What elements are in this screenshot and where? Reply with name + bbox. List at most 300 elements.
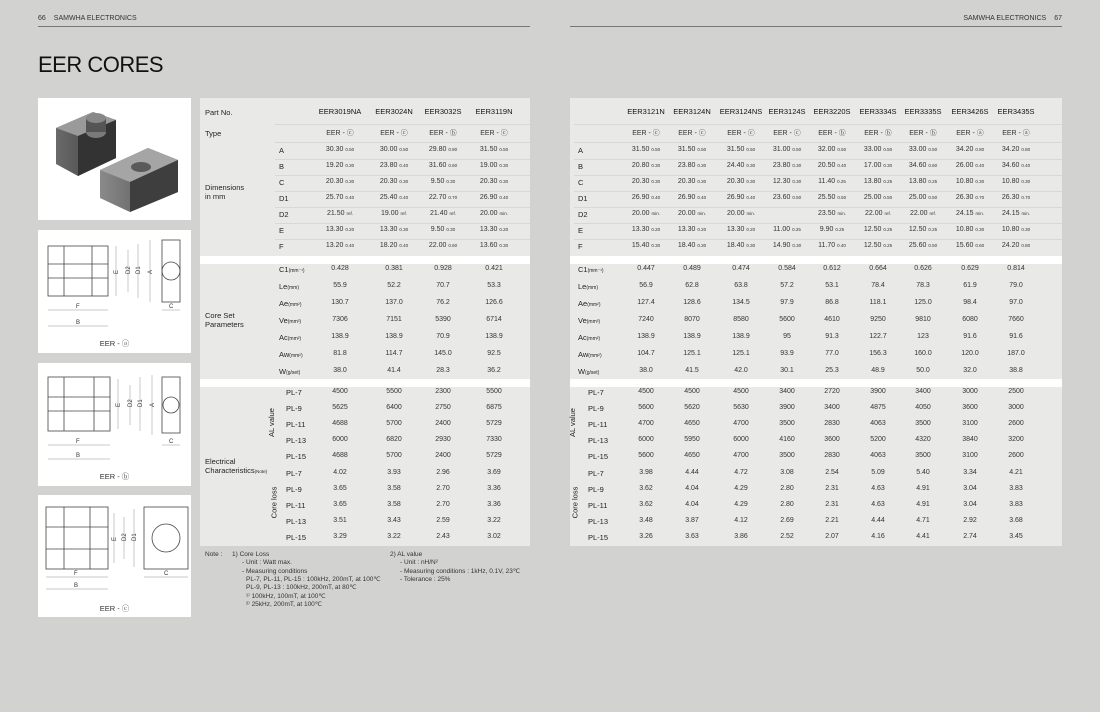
- dim-nominal: 34.60: [908, 162, 927, 169]
- loss-value: 3.62: [639, 501, 653, 508]
- param-value: 7306: [332, 316, 348, 323]
- part-number: EER3335S: [904, 107, 942, 116]
- dim-nominal: 31.00: [772, 146, 791, 153]
- dim-nominal: 20.30: [479, 178, 498, 185]
- param-value: 0.489: [683, 265, 701, 272]
- param-value: 56.9: [639, 282, 653, 289]
- dimension-value: [326, 162, 354, 169]
- al-value: 3500: [779, 452, 795, 459]
- param-value: 126.6: [485, 299, 503, 306]
- dim-tolerance: 0.50: [651, 147, 661, 152]
- dimension-value: [1002, 162, 1030, 169]
- dim-tolerance: 0.20: [499, 227, 509, 232]
- dim-nominal: 31.50: [726, 146, 745, 153]
- dimension-value: [326, 146, 354, 153]
- dim-tolerance: 0.50: [399, 147, 409, 152]
- param-value: 0.428: [331, 265, 349, 272]
- param-value: 138.9: [637, 333, 655, 340]
- note-line: ¹⁾ 100kHz, 100mT, at 100℃: [246, 592, 326, 600]
- param-unit: (mm²): [588, 353, 602, 359]
- note-line: PL-7, PL-11, PL-15 : 100kHz, 200mT, at 100℃: [246, 575, 381, 583]
- dim-nominal: 25.00: [863, 194, 882, 201]
- dim-nominal: 26.90: [479, 194, 498, 201]
- loss-value: 3.87: [685, 517, 699, 524]
- dimension-value: [909, 146, 937, 153]
- dimension-value: [326, 242, 354, 249]
- loss-value: 3.04: [963, 501, 977, 508]
- loss-value: 2.70: [436, 485, 450, 492]
- al-value: 2720: [824, 388, 840, 395]
- row-separator: [574, 191, 1062, 192]
- dimension-row-label: F: [578, 242, 583, 251]
- part-number: EER3121N: [627, 107, 665, 116]
- param-value: 8580: [733, 316, 749, 323]
- param-symbol: Le: [578, 282, 587, 291]
- dimension-value: [864, 146, 892, 153]
- loss-value: 4.04: [685, 485, 699, 492]
- dim-nominal: 12.50: [863, 242, 882, 249]
- dimension-value: [910, 210, 936, 217]
- param-symbol: Le: [279, 282, 288, 291]
- svg-text:D2: D2: [128, 399, 134, 407]
- loss-value: 4.12: [734, 517, 748, 524]
- al-value: 5600: [638, 452, 654, 459]
- al-row-label: PL-13: [286, 436, 307, 445]
- dim-nominal: 26.30: [1001, 194, 1020, 201]
- param-symbol: Ac: [578, 333, 587, 342]
- dim-nominal: 32.00: [817, 146, 836, 153]
- loss-value: 4.91: [916, 485, 930, 492]
- dim-nominal: 12.50: [908, 226, 927, 233]
- note-al-value: [390, 551, 520, 584]
- dimension-row-label: D2: [578, 210, 588, 219]
- dim-tolerance: 0.60: [975, 243, 985, 248]
- dimension-value: [380, 146, 408, 153]
- loss-value: 3.36: [487, 501, 501, 508]
- dimension-value: [1002, 210, 1030, 217]
- loss-value: 3.29: [333, 533, 347, 540]
- dim-nominal: 18.20: [379, 242, 398, 249]
- param-value: 187.0: [1007, 350, 1025, 357]
- part-number: EER3124N: [673, 107, 711, 116]
- param-value: 41.5: [685, 367, 699, 374]
- al-value: 4320: [915, 436, 931, 443]
- dim-nominal: 13.30: [479, 226, 498, 233]
- dim-nominal: 34.20: [1001, 146, 1020, 153]
- al-value: 5200: [870, 436, 886, 443]
- param-value: 0.664: [869, 265, 887, 272]
- dim-tolerance: 0.50: [697, 147, 707, 152]
- dim-nominal: 34.20: [955, 146, 974, 153]
- param-row-label: [279, 265, 305, 274]
- al-value: 2830: [824, 452, 840, 459]
- dimension-value: [678, 178, 706, 185]
- dim-tolerance: 0.60: [928, 163, 938, 168]
- al-value: 2930: [435, 436, 451, 443]
- param-row-label: [578, 316, 600, 325]
- param-value: 77.0: [825, 350, 839, 357]
- part-number: EER3220S: [813, 107, 851, 116]
- loss-value: 2.92: [963, 517, 977, 524]
- dim-nominal: 13.30: [726, 226, 745, 233]
- param-value: 104.7: [637, 350, 655, 357]
- dim-nominal: 23.80: [379, 162, 398, 169]
- dim-nominal: 15.40: [631, 242, 650, 249]
- al-row-label: PL-9: [588, 404, 604, 413]
- dimension-value: [480, 226, 508, 233]
- al-value: 2500: [1008, 388, 1024, 395]
- dimension-row-label: D1: [578, 194, 588, 203]
- al-value-label: AL value: [567, 408, 577, 437]
- part-number: EER3024N: [375, 107, 413, 116]
- loss-value: 3.58: [387, 485, 401, 492]
- param-value: 25.3: [825, 367, 839, 374]
- param-row-label: [279, 367, 300, 376]
- dim-tolerance: 0.30: [446, 179, 456, 184]
- param-unit: (mm²): [288, 302, 302, 308]
- dim-nominal: 20.80: [631, 162, 650, 169]
- dimension-value: [632, 226, 660, 233]
- dim-tolerance: 0.30: [746, 243, 756, 248]
- dim-nominal: 34.60: [1001, 162, 1020, 169]
- dim-nominal: 13.80: [908, 178, 927, 185]
- param-symbol: C1: [578, 265, 588, 274]
- loss-value: 3.04: [963, 485, 977, 492]
- dimension-value: [380, 194, 408, 201]
- param-value: 0.612: [823, 265, 841, 272]
- dimension-value: [632, 162, 660, 169]
- part-number: EER3019NA: [318, 107, 362, 116]
- core-type: EER - ⓑ: [909, 130, 937, 137]
- row-separator: [574, 239, 1062, 240]
- loss-value: 3.69: [487, 469, 501, 476]
- part-number: EER3124S: [768, 107, 806, 116]
- param-value: 91.6: [963, 333, 977, 340]
- param-value: 0.629: [961, 265, 979, 272]
- svg-text:D2: D2: [122, 533, 128, 541]
- core-photo: [38, 98, 191, 220]
- param-value: 125.1: [683, 350, 701, 357]
- notes-label: Note :: [205, 551, 223, 558]
- dim-nominal: 15.60: [955, 242, 974, 249]
- dimension-value: [632, 242, 660, 249]
- al-value: 2600: [1008, 452, 1024, 459]
- param-symbol: W: [279, 367, 287, 376]
- al-value: 3000: [1008, 404, 1024, 411]
- loss-value: 4.29: [734, 501, 748, 508]
- dimension-row-label: D1: [279, 194, 289, 203]
- param-value: 138.9: [331, 333, 349, 340]
- loss-value: 3.93: [387, 469, 401, 476]
- dim-nominal: 31.50: [479, 146, 498, 153]
- param-row-label: [279, 350, 303, 359]
- row-separator: [574, 207, 1062, 208]
- dim-nominal: 13.30: [631, 226, 650, 233]
- dim-tolerance: min.: [499, 211, 509, 216]
- al-value: 2300: [435, 388, 451, 395]
- dim-tolerance: 0.50: [837, 195, 847, 200]
- dim-tolerance: ref.: [400, 211, 408, 216]
- dim-nominal: 19.00: [479, 162, 498, 169]
- dimension-value: [909, 162, 937, 169]
- param-value: 125.1: [732, 350, 750, 357]
- al-row-label: PL-11: [286, 420, 306, 429]
- param-value: 0.447: [637, 265, 655, 272]
- dimension-row-label: A: [578, 146, 584, 155]
- dim-tolerance: 0.30: [975, 227, 985, 232]
- dim-tolerance: 0.30: [697, 243, 707, 248]
- param-symbol: Ae: [578, 299, 588, 308]
- dim-tolerance: 0.40: [399, 195, 409, 200]
- svg-text:B: B: [76, 453, 81, 459]
- al-value: 4500: [638, 388, 654, 395]
- dim-nominal: 13.80: [863, 178, 882, 185]
- dim-nominal: 23.80: [772, 162, 791, 169]
- param-value: 6080: [962, 316, 978, 323]
- dim-tolerance: 0.30: [697, 179, 707, 184]
- param-value: 156.3: [869, 350, 887, 357]
- param-value: 114.7: [385, 350, 403, 357]
- dimension-value: [956, 210, 984, 217]
- dim-tolerance: 0.30: [792, 243, 802, 248]
- dimension-value: [818, 146, 846, 153]
- loss-value: 2.31: [825, 501, 839, 508]
- dim-tolerance: 0.50: [499, 147, 509, 152]
- dim-tolerance: 0.70: [448, 195, 458, 200]
- dimension-value: [429, 194, 457, 201]
- param-value: 52.2: [387, 282, 401, 289]
- dim-tolerance: 0.30: [746, 179, 756, 184]
- dim-tolerance: 0.50: [883, 195, 893, 200]
- param-value: 127.4: [637, 299, 655, 306]
- row-separator: [275, 239, 530, 240]
- dimension-value: [818, 210, 846, 217]
- dimension-value: [956, 178, 984, 185]
- row-separator: [275, 175, 530, 176]
- param-value: 7240: [638, 316, 654, 323]
- dim-tolerance: 0.50: [792, 147, 802, 152]
- dim-nominal: 22.00: [909, 210, 928, 217]
- al-row-label: PL-15: [588, 452, 609, 461]
- al-value: 4500: [684, 388, 700, 395]
- al-value: 5700: [386, 452, 402, 459]
- core-type: EER - ⓒ: [480, 130, 508, 137]
- param-value: 48.9: [871, 367, 885, 374]
- loss-value: 2.96: [436, 469, 450, 476]
- dim-tolerance: 0.25: [837, 179, 846, 184]
- dim-nominal: 10.80: [955, 178, 974, 185]
- param-row-label: [279, 282, 299, 291]
- param-value: 9810: [915, 316, 931, 323]
- dimension-value: [818, 242, 846, 249]
- loss-value: 4.29: [734, 485, 748, 492]
- loss-value: 2.80: [780, 501, 794, 508]
- dimension-row-label: C: [279, 178, 285, 187]
- param-unit: (mm³): [287, 319, 302, 325]
- dim-tolerance: 0.70: [975, 195, 985, 200]
- dim-tolerance: 0.50: [883, 147, 893, 152]
- core-loss-label: Core loss: [570, 486, 580, 519]
- table-band: [200, 256, 530, 264]
- type-label: Type: [205, 129, 222, 138]
- dim-nominal: 13.20: [325, 242, 344, 249]
- dimension-value: [773, 242, 801, 249]
- param-value: 41.4: [387, 367, 401, 374]
- left-spec-table: [200, 98, 530, 546]
- dimension-value: [1002, 194, 1030, 201]
- page-number-left: 66: [38, 15, 46, 22]
- al-value: 4688: [332, 420, 348, 427]
- svg-text:B: B: [76, 320, 81, 326]
- dimension-value: [865, 210, 891, 217]
- dim-nominal: 22.00: [428, 242, 447, 249]
- dim-tolerance: 0.30: [446, 227, 456, 232]
- dim-nominal: 13.60: [479, 242, 498, 249]
- svg-text:A: A: [150, 402, 156, 407]
- param-symbol: C1: [279, 265, 289, 274]
- dim-tolerance: 0.80: [1021, 243, 1031, 248]
- loss-value: 4.63: [871, 501, 885, 508]
- dim-tolerance: 0.50: [837, 147, 847, 152]
- part-no-label: Part No.: [205, 108, 233, 117]
- dim-tolerance: 0.30: [792, 163, 802, 168]
- dim-nominal: 23.50: [817, 210, 836, 217]
- eer-b-drawing: [38, 363, 191, 486]
- loss-value: 3.43: [387, 517, 401, 524]
- loss-value: 3.65: [333, 485, 347, 492]
- dimension-value: [864, 194, 892, 201]
- dim-nominal: 29.80: [428, 146, 447, 153]
- row-separator: [574, 142, 1062, 143]
- dimension-value: [480, 242, 508, 249]
- loss-value: 2.59: [436, 517, 450, 524]
- note-line: - Measuring conditions: [242, 567, 308, 575]
- param-value: 38.0: [333, 367, 347, 374]
- dim-tolerance: 0.70: [1021, 195, 1031, 200]
- param-row-label: [578, 367, 599, 376]
- param-value: 0.814: [1007, 265, 1025, 272]
- svg-text:C: C: [169, 439, 174, 445]
- param-row-label: [578, 350, 602, 359]
- dim-tolerance: 0.40: [499, 195, 509, 200]
- param-value: 30.1: [780, 367, 794, 374]
- loss-value: 3.48: [639, 517, 653, 524]
- svg-text:D1: D1: [132, 533, 138, 541]
- al-value: 4700: [638, 420, 654, 427]
- param-value: 130.7: [331, 299, 349, 306]
- dim-tolerance: 0.40: [746, 195, 756, 200]
- dim-nominal: 22.70: [428, 194, 447, 201]
- param-symbol: Ve: [578, 316, 587, 325]
- dim-tolerance: 0.30: [651, 179, 661, 184]
- dim-nominal: 19.00: [380, 210, 399, 217]
- brand-right: SAMWHA ELECTRONICS: [963, 15, 1047, 22]
- dim-nominal: 31.50: [677, 146, 696, 153]
- dim-nominal: 26.90: [631, 194, 650, 201]
- diagram-b-caption: EER - ⓑ: [99, 472, 130, 481]
- param-unit: (mm⁻¹): [587, 268, 604, 274]
- loss-value: 4.16: [871, 533, 885, 540]
- loss-row-label: PL-13: [588, 517, 609, 526]
- dimension-value: [480, 146, 508, 153]
- al-value: 5700: [386, 420, 402, 427]
- dim-nominal: 20.00: [479, 210, 498, 217]
- param-value: 50.0: [916, 367, 930, 374]
- dim-nominal: 20.50: [817, 162, 836, 169]
- dim-nominal: 14.90: [772, 242, 791, 249]
- al-value: 2400: [435, 452, 451, 459]
- dimension-value: [956, 162, 984, 169]
- al-value: 6000: [638, 436, 654, 443]
- eer-c-drawing: [38, 495, 191, 617]
- dimension-value: [380, 178, 408, 185]
- dimension-value: [727, 226, 755, 233]
- dimension-value: [326, 226, 354, 233]
- dimension-value: [678, 226, 706, 233]
- al-value: 5600: [638, 404, 654, 411]
- dim-nominal: 20.30: [726, 178, 745, 185]
- param-value: 97.0: [1009, 299, 1023, 306]
- param-value: 138.9: [385, 333, 403, 340]
- al-value: 3400: [915, 388, 931, 395]
- loss-row-label: PL-9: [588, 485, 604, 494]
- svg-text:D1: D1: [136, 266, 142, 274]
- right-spec-table: [567, 98, 1062, 546]
- dim-nominal: 26.00: [955, 162, 974, 169]
- dim-nominal: 25.60: [908, 242, 927, 249]
- page-number-right: 67: [1054, 15, 1062, 22]
- param-row-label: [578, 299, 601, 308]
- dim-tolerance: 0.50: [746, 147, 756, 152]
- diagram-eer-b: [38, 363, 191, 486]
- al-value: 5620: [684, 404, 700, 411]
- param-value: 98.4: [963, 299, 977, 306]
- al-row-label: PL-9: [286, 404, 302, 413]
- param-value: 4610: [824, 316, 840, 323]
- param-value: 86.8: [825, 299, 839, 306]
- dim-nominal: 10.80: [955, 226, 974, 233]
- param-value: 53.3: [487, 282, 501, 289]
- al-value: 3900: [779, 404, 795, 411]
- row-separator: [275, 191, 530, 192]
- param-value: 5390: [435, 316, 451, 323]
- param-value: 62.8: [685, 282, 699, 289]
- dimension-value: [818, 178, 846, 185]
- dimension-value: [818, 194, 846, 201]
- param-value: 7151: [386, 316, 402, 323]
- param-value: 32.0: [963, 367, 977, 374]
- loss-value: 3.51: [333, 517, 347, 524]
- loss-value: 4.04: [685, 501, 699, 508]
- row-separator: [275, 207, 530, 208]
- al-value: 4650: [684, 452, 700, 459]
- loss-value: 2.69: [780, 517, 794, 524]
- param-value: 38.8: [1009, 367, 1023, 374]
- svg-text:B: B: [74, 583, 79, 589]
- param-value: 6714: [486, 316, 502, 323]
- loss-value: 2.07: [825, 533, 839, 540]
- loss-value: 3.58: [387, 501, 401, 508]
- loss-value: 5.09: [871, 469, 885, 476]
- param-value: 70.7: [436, 282, 450, 289]
- loss-value: 3.22: [387, 533, 401, 540]
- loss-value: 2.70: [436, 501, 450, 508]
- dimension-value: [429, 146, 457, 153]
- dimension-value: [773, 194, 801, 201]
- dim-tolerance: 0.30: [746, 163, 756, 168]
- svg-text:C: C: [169, 304, 174, 310]
- loss-value: 3.34: [963, 469, 977, 476]
